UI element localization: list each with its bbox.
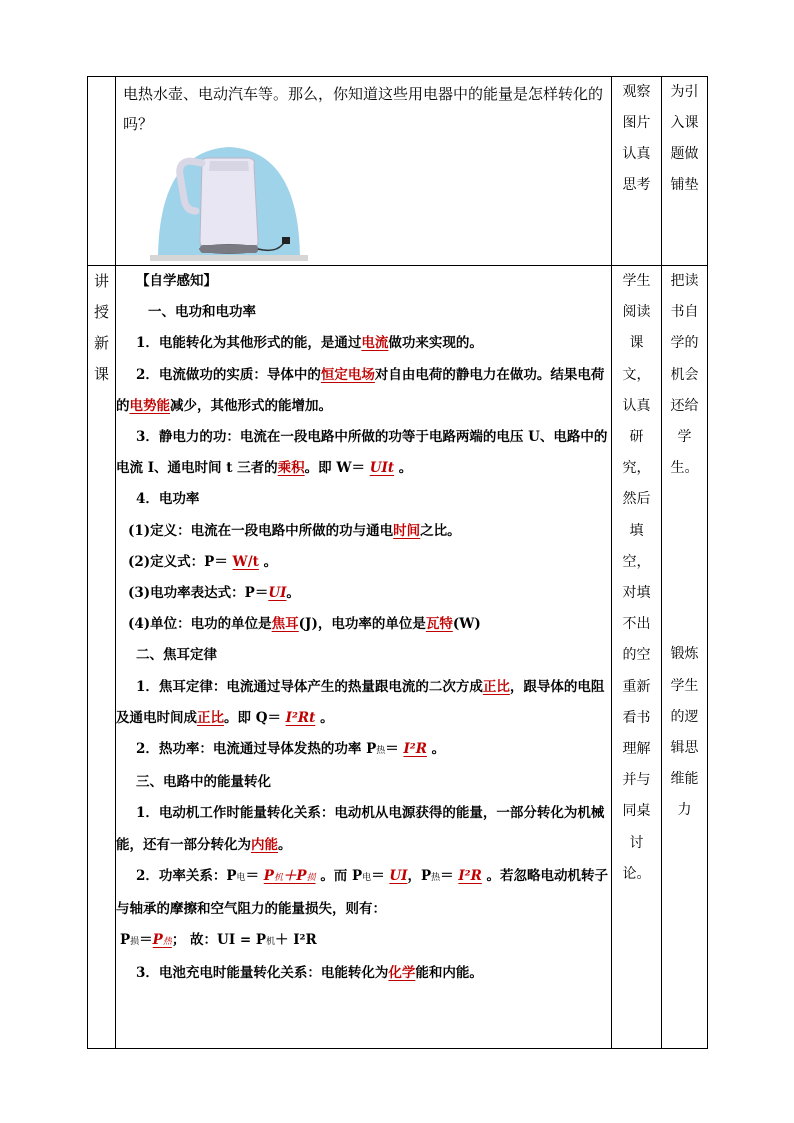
stage-cell [88, 266, 116, 1049]
answer-blank: 电流 [361, 335, 389, 352]
stage-char: 授 [93, 303, 109, 321]
purpose-line: 学的 [670, 335, 699, 352]
answer-blank: UIt [369, 460, 395, 477]
activity-line: 填 [629, 522, 644, 539]
paragraph-9: P损＝P热； 故：UI = P机＋ I²R [120, 932, 317, 949]
answer-blank: UI [268, 585, 287, 602]
answer-blank: I²R [458, 867, 482, 884]
activity-line: 论。 [622, 865, 651, 882]
answer-blank: UI [389, 867, 408, 884]
activity-line: 图片 [622, 115, 651, 131]
answer-blank: I²Rt [285, 709, 316, 726]
stage-cell-empty [88, 77, 116, 266]
activity-line: 思考 [622, 177, 651, 193]
activity-line: 文， [622, 366, 651, 383]
activity-line: 讨 [629, 834, 644, 851]
activity-line: 看书 [622, 709, 651, 726]
paragraph-7: 1．电动机工作时能量转化关系：电动机从电源获得的能量，一部分转化为机械能，还有一部分转化为内能。 [116, 805, 605, 853]
paragraph-4-1: (1)定义：电流在一段电路中所做的功与通电时间之比。 [128, 522, 461, 539]
answer-blank: P机＋P损 [263, 867, 316, 884]
purpose-line: 题做 [670, 146, 699, 162]
paragraph-2: 2．电流做功的实质：导体中的恒定电场对自由电荷的静电力在做功。结果电荷的电势能减少，其他形式的能增加。 [116, 366, 605, 414]
answer-blank: 正比 [197, 709, 224, 726]
lesson-plan-table [87, 76, 708, 1049]
paragraph-4-3: (3)电功率表达式：P＝UI。 [128, 585, 300, 602]
purpose-line: 维能 [670, 771, 699, 788]
purpose-line: 锻炼 [670, 646, 699, 663]
paragraph-4-2: (2)定义式：P＝ W/t 。 [128, 553, 278, 570]
purpose-line: 书自 [670, 304, 699, 321]
activity-cell [612, 77, 662, 266]
activity-line: 认真 [622, 146, 651, 162]
purpose-line: 辑思 [670, 740, 699, 757]
purpose-line: 学 [677, 429, 692, 446]
electric-kettle-image [150, 141, 308, 261]
purpose-cell [662, 77, 708, 266]
activity-line: 重新 [622, 678, 651, 695]
answer-blank: 内能 [251, 836, 278, 853]
purpose-cell [662, 266, 708, 1049]
answer-blank: 焦耳 [271, 616, 299, 633]
table-row [88, 266, 708, 1049]
answer-blank: P热 [152, 932, 172, 949]
answer-blank: I²R [403, 741, 427, 758]
paragraph-1: 1．电能转化为其他形式的能，是通过电流做功来实现的。 [136, 335, 483, 352]
section-heading: 【自学感知】 [136, 273, 217, 289]
content-cell [116, 266, 612, 1049]
section-title: 一、电功和电功率 [148, 304, 256, 321]
activity-line: 认真 [622, 397, 651, 414]
purpose-line: 还给 [670, 397, 699, 414]
activity-line: 同桌 [622, 803, 651, 820]
activity-cell [612, 266, 662, 1049]
purpose-line: 把读 [670, 273, 699, 289]
activity-line: 观察 [622, 84, 651, 100]
activity-line: 不出 [622, 616, 651, 633]
activity-line: 学生 [622, 273, 651, 289]
purpose-line: 的逻 [670, 708, 699, 725]
paragraph-8: 2．功率关系：P电＝ P机＋P损 。而 P电＝ UI，P热＝ I²R 。若忽略电动机转子与轴承的摩擦和空气阻力的能量损失，则有： [116, 867, 609, 918]
answer-blank: 瓦特 [425, 616, 453, 633]
stage-char: 新 [93, 334, 109, 352]
activity-line: 阅读 [622, 304, 651, 321]
activity-line: 课 [629, 335, 644, 352]
answer-blank: 正比 [482, 678, 510, 695]
answer-blank: W/t [232, 553, 259, 570]
section-title: 二、焦耳定律 [136, 647, 217, 664]
purpose-line: 铺垫 [670, 177, 699, 193]
content-cell [116, 77, 612, 266]
answer-blank: 恒定电场 [320, 366, 375, 383]
activity-line: 然后 [622, 491, 651, 508]
purpose-line: 为引 [670, 84, 699, 100]
paragraph-10: 3．电池充电时能量转化关系：电能转化为化学能和内能。 [136, 965, 483, 982]
purpose-line: 力 [677, 802, 692, 819]
table-row [88, 77, 708, 266]
purpose-line: 生。 [670, 460, 699, 477]
purpose-line: 入课 [670, 115, 699, 131]
section-title: 三、电路中的能量转化 [136, 774, 271, 791]
paragraph-3: 3．静电力的功：电流在一段电路中所做的功等于电路两端的电压 U、电路中的电流 I、通电时间 t 三者的乘积。即 W＝ UIt 。 [116, 429, 608, 477]
answer-blank: 时间 [393, 522, 421, 539]
purpose-line: 机会 [670, 366, 699, 383]
paragraph-4-4: (4)单位：电功的单位是焦耳(J)，电功率的单位是瓦特(W) [128, 616, 481, 633]
activity-line: 并与 [622, 772, 651, 789]
activity-line: 究， [622, 460, 651, 477]
intro-text: 电热水壶、电动汽车等。那么，你知道这些用电器中的能量是怎样转化的吗？ [123, 85, 604, 133]
purpose-line: 学生 [670, 677, 699, 694]
paragraph-4: 4．电功率 [136, 491, 200, 508]
activity-line: 空， [622, 553, 651, 570]
activity-line: 理解 [622, 741, 651, 758]
stage-char: 课 [93, 365, 109, 383]
answer-blank: 化学 [388, 965, 416, 982]
paragraph-6: 2．热功率：电流通过导体发热的功率 P热＝ I²R 。 [136, 741, 446, 758]
activity-line: 对填 [622, 585, 651, 602]
answer-blank: 乘积 [277, 460, 305, 477]
activity-line: 的空 [622, 647, 651, 664]
answer-blank: 电势能 [129, 397, 170, 414]
paragraph-5: 1．焦耳定律：电流通过导体产生的热量跟电流的二次方成正比，跟导体的电阻及通电时间成正比。即 Q＝ I²Rt 。 [116, 678, 605, 726]
stage-char: 讲 [93, 272, 109, 290]
activity-line: 研 [629, 429, 644, 446]
